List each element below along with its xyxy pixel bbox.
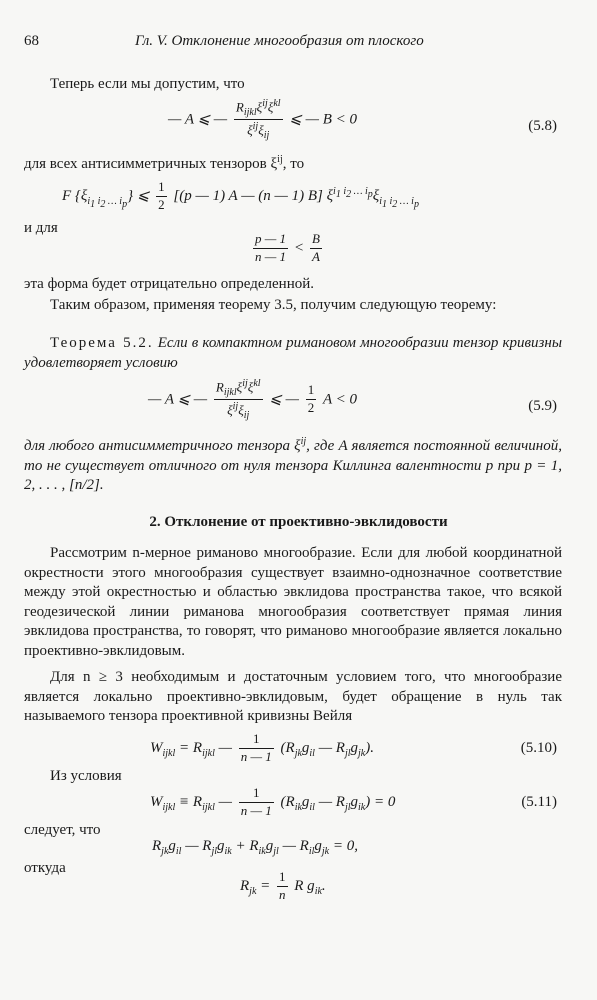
- p2-end: , то: [282, 156, 305, 172]
- eq59-right: A < 0: [322, 391, 357, 408]
- eqFinal-fraction: $\frac{1}{n}$: [279, 869, 286, 902]
- paragraph-consider: Рассмотрим n-мерное риманово многообразие. Если для любой координатной окрестности этого многообразия существует взаимно-однозначное соответствие между этой окрестностью и областью эвклидова пространства такое, что всякой геодезической линии риманова многообразия соответствует прямая линия эвклидова пространства, то говорят, что риманово многообразие является локально проективно-эвклидовым.: [24, 545, 562, 659]
- equation-ratio: [250, 232, 325, 265]
- p2-sup: ij: [277, 154, 283, 165]
- equation-follows: $R_{jk}g_{il}$ — $R_{jl}g_{ik} + R_{ik}g_{jl}$ — $R_{il}g_{jk} = 0$,: [152, 838, 358, 857]
- paragraph-negative-definite: эта форма будет отрицательно определенной.: [24, 276, 315, 292]
- paragraph-whence: откуда: [24, 860, 66, 876]
- ratio-rel: <: [294, 239, 304, 256]
- theorem-continuation: для любого антисимметричного тензора $\xi^{ij}$, где A является постоянной величиной, то не существует отличного от нуля тензора Киллинга валентности p при p = 1, 2, . . . , [n/2].: [24, 436, 562, 493]
- ratio-right: $\frac{B}{A}$: [312, 231, 320, 264]
- equation-number-5-8: (5.8): [528, 118, 557, 134]
- equation-number-5-11: (5.11): [521, 794, 557, 810]
- eq58-left: — A ⩽ —: [168, 111, 228, 128]
- paragraph-it-follows: следует, что: [24, 822, 101, 838]
- eq59-mid: ⩽ —: [269, 391, 299, 408]
- paragraph-from-condition: Из условия: [50, 768, 122, 784]
- eqF-right: [(p — 1) A — (n — 1) B] $\xi^{i_1 i_2 \dots i_p}\xi_{i_1 i_2 \dots i_p}$: [173, 185, 419, 210]
- theorem-text: Если в компактном римановом многообразии тензор кривизны удовлетворяет условию: [24, 335, 563, 371]
- eq59-fraction: $\frac{R_{ijkl}\xi^{ij}\xi^{kl}}{\xi^{ij}\xi_{ij}}$: [215, 378, 261, 422]
- eq59-left: — A ⩽ —: [148, 391, 208, 408]
- paragraph-necessary: Для n ≥ 3 необходимым и достаточным условием того, что многообразие является локально проективно-эвклидовым, будет обращение в нуль так называемого тензора проективной кривизны Вейля: [24, 669, 562, 724]
- theorem-label: Теорема 5.2.: [50, 335, 154, 351]
- paragraph-thus: Таким образом, применяя теорему 3.5, получим следующую теорему:: [50, 297, 497, 313]
- eq511-fraction: $\frac{1}{n — 1}$: [240, 785, 272, 818]
- equation-F: [62, 180, 419, 213]
- paragraph-and-for: и для: [24, 220, 58, 236]
- page-number: 68: [24, 33, 39, 49]
- eq59-half: $\frac{1}{2}$: [307, 382, 315, 416]
- equation-5-8: [168, 98, 357, 142]
- eqF-half: $\frac{1}{2}$: [158, 179, 165, 212]
- paragraph-intro: Теперь если мы допустим, что: [50, 76, 245, 92]
- eq58-right: ⩽ — B < 0: [289, 111, 357, 128]
- equation-5-11: $W_{ijkl} \equiv R_{ijkl}$ — $\frac{1}{n — 1}$ ($R_{ik}g_{il}$ — $R_{jl}g_{ik}) = 0$: [150, 785, 396, 818]
- equation-final: $R_{jk}$ = $\frac{1}{n}$ R $g_{ik}$.: [240, 869, 326, 902]
- equation-number-5-9: (5.9): [528, 398, 557, 414]
- eq58-fraction: $\frac{R_{ijkl}\xi^{ij}\xi^{kl}}{\xi^{ij}\xi_{ij}}$: [235, 98, 281, 142]
- equation-number-5-10: (5.10): [520, 740, 557, 756]
- p2-text: для всех антисимметричных тензоров ξ: [24, 156, 278, 172]
- equation-5-10: $W_{ijkl} = R_{ijkl}$ — $\frac{1}{n — 1}$ ($R_{jk}g_{il}$ — $R_{jl}g_{jk}$).: [150, 731, 374, 764]
- ratio-left: $\frac{p — 1}{n — 1}$: [255, 231, 287, 264]
- paragraph-for-all: [24, 154, 562, 173]
- theorem-5-2: [24, 334, 562, 373]
- running-title: Гл. V. Отклонение многообразия от плоского: [135, 33, 424, 49]
- equation-5-9: [148, 378, 357, 422]
- section-heading: 2. Отклонение от проективно-эвклидовости: [149, 514, 448, 530]
- eq510-fraction: $\frac{1}{n — 1}$: [240, 731, 272, 764]
- eqF-left: F $\{\xi_{i_1 i_2 \dots i_p}\}$ ⩽: [62, 187, 150, 210]
